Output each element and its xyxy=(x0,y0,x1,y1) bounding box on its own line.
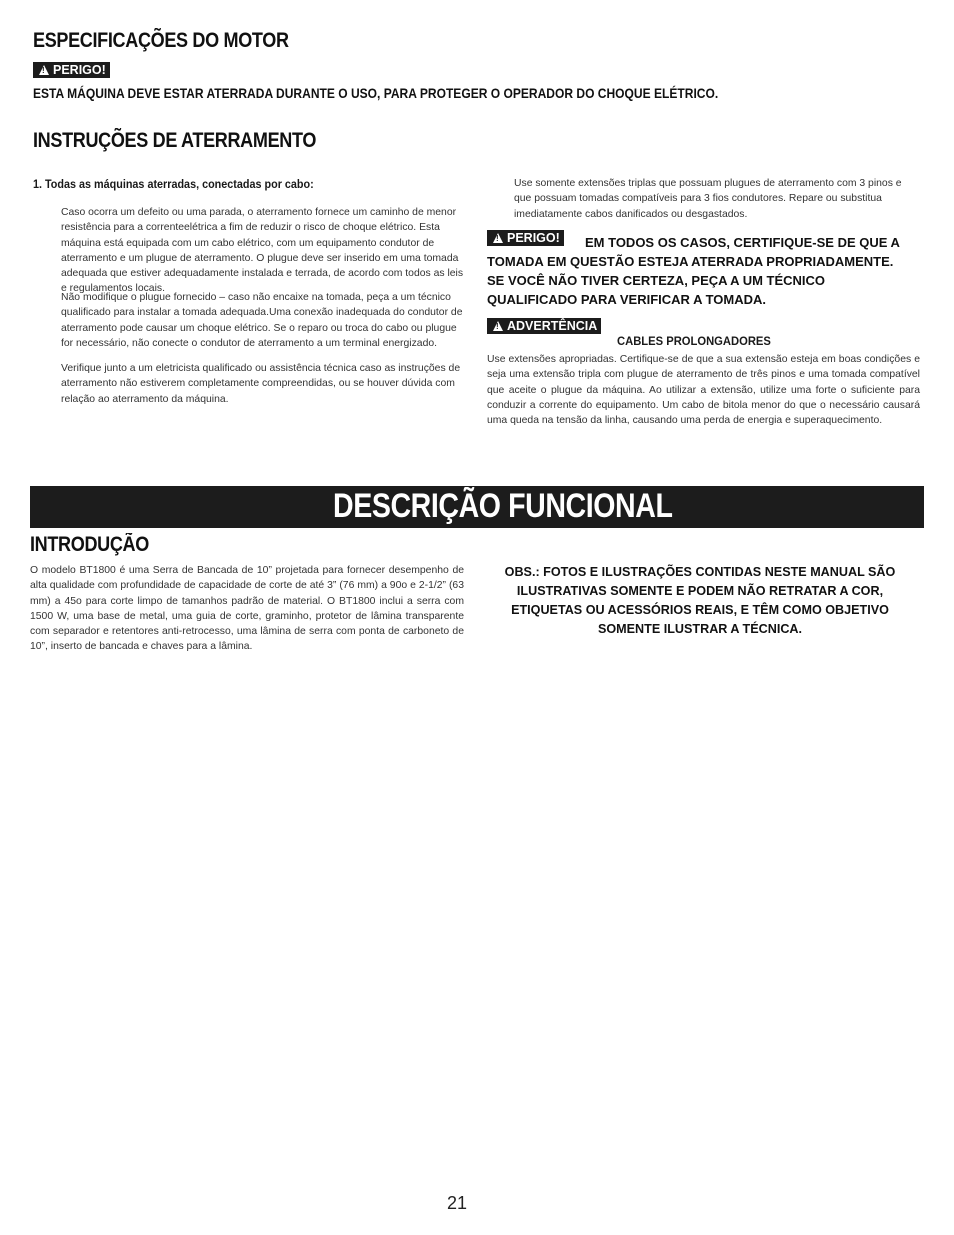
warning-badge xyxy=(487,318,601,334)
grounding-title: INSTRUÇÕES DE ATERRAMENTO xyxy=(33,129,317,152)
danger-badge xyxy=(33,62,110,78)
grounding-item1-heading: 1. Todas as máquinas aterradas, conectadas por cabo: xyxy=(33,177,314,191)
obs-note: OBS.: FOTOS E ILUSTRAÇÕES CONTIDAS NESTE MANUAL SÃO ILUSTRATIVAS SOMENTE E PODEM NÃO RETRATAR A COR, ETIQUETAS OU ACESSÓRIOS REAIS, E TÊM COMO OBJETIVO SOMENTE ILUSTRAR A TÉCNICA. xyxy=(504,565,896,636)
motor-warning: ESTA MÁQUINA DEVE ESTAR ATERRADA DURANTE O USO, PARA PROTEGER O OPERADOR DO CHOQUE ELÉTRICO. xyxy=(33,85,719,101)
motor-title: ESPECIFICAÇÕES DO MOTOR xyxy=(33,29,289,52)
danger-badge-2-label: PERIGO! xyxy=(507,231,560,245)
intro-title: INTRODUÇÃO xyxy=(30,533,149,556)
functional-banner-title: DESCRIÇÃO FUNCIONAL xyxy=(333,487,673,525)
danger-badge-label: PERIGO! xyxy=(53,63,106,77)
extension-requirement-text: Use somente extensões triplas que possuam plugues de aterramento com 3 pinos e que possuam tomadas compatíveis para 3 fios condutores. Repare ou substitua imediatamente cabos danificados ou desgastados. xyxy=(514,178,902,220)
functional-banner xyxy=(30,486,924,528)
extension-heading: CABLES PROLONGADORES xyxy=(617,334,771,348)
grounding-paragraph-2: Não modifique o plugue fornecido – caso não encaixe na tomada, peça a um técnico qualificado para instalar a tomada adequada.Uma conexão inadequada do condutor de aterramento pode causar um choque elétrico. Se o reparo ou troca do cabo ou plugue for necessário, não conecte o condutor de aterramento a um terminal energizado. xyxy=(61,292,463,349)
warning-triangle-icon xyxy=(493,321,503,331)
warning-triangle-icon xyxy=(39,65,49,75)
page-number: 21 xyxy=(446,1193,468,1213)
intro-text: O modelo BT1800 é uma Serra de Bancada de 10” projetada para fornecer desempenho de alta qualidade com profundidade de capacidade de corte de até 3” (76 mm) a 90o e 2-1/2” (63 mm) a 45o para corte limpo de tamanhos padrão de material. O BT1800 inclui a serra com 1500 W, uma base de metal, uma guia de corte, graminho, protetor de lâmina transparente com separador e retentores anti-retrocesso, uma lâmina de serra com ponta de carboneto de 10”, inserto de bancada e chaves para a lâmina. xyxy=(30,565,464,653)
extension-text: Use extensões apropriadas. Certifique-se de que a sua extensão esteja em boas condições e seja uma extensão tripla com plugue de aterramento de três pinos e uma tomada compatível que aceite o plugue da máquina. Ao utilizar a extensão, utilize uma forte o suficiente para conduzir a corrente do equipamento. Um cabo de bitola menor do que o necessário causará uma queda na tensão da linha, causando uma perda de energia e superaquecimento. xyxy=(487,354,920,427)
danger-outlet-text: EM TODOS OS CASOS, CERTIFIQUE-SE DE QUE A TOMADA EM QUESTÃO ESTEJA ATERRADA PROPRIADAMENTE. SE VOCÊ NÃO TIVER CERTEZA, PEÇA A UM TÉCNICO QUALIFICADO PARA VERIFICAR A TOMADA. xyxy=(487,235,900,307)
warning-badge-label: ADVERTÊNCIA xyxy=(507,319,598,333)
grounding-paragraph-3: Verifique junto a um eletricista qualificado ou assistência técnica caso as instruções de aterramento não estiverem completamente compreendidas, ou se houver dúvida com relação ao aterramento da máquina. xyxy=(61,363,461,405)
grounding-paragraph-1: Caso ocorra um defeito ou uma parada, o aterramento fornece um caminho de menor resistência para a correnteelétrica a fim de reduzir o risco de choque elétrico. Esta máquina está equipada com um cabo elétrico, com um equipamento condutor de aterramento e um plugue de aterramento. O plugue deve ser inserido em uma tomada adequada que estiver adequadamente instalada e terrada, de acordo com todos as leis e regulamentos locais. xyxy=(61,207,464,295)
